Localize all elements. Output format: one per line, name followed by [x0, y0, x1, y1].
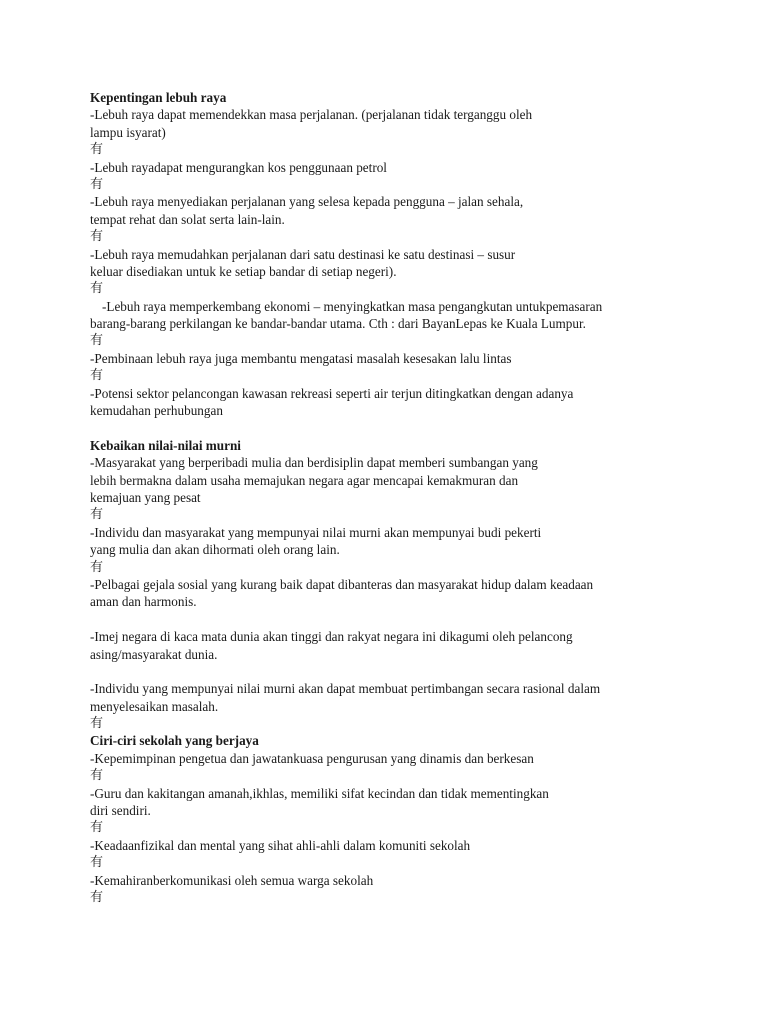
separator-mark: 有 — [90, 889, 104, 905]
section-heading-ciri-sekolah-berjaya: Ciri-ciri sekolah yang berjaya — [90, 733, 259, 749]
text-line: -Kemahiranberkomunikasi oleh semua warga sekolah — [90, 872, 374, 888]
separator-mark: 有 — [90, 559, 104, 575]
text-line: keluar disediakan untuk ke setiap bandar di setiap negeri). — [90, 263, 397, 279]
text-line: -Imej negara di kaca mata dunia akan tinggi dan rakyat negara ini dikagumi oleh pelancong — [90, 629, 573, 645]
text-line: -Lebuh raya menyediakan perjalanan yang selesa kepada pengguna – jalan sehala, — [90, 194, 524, 210]
text-line: menyelesaikan masalah. — [90, 698, 219, 714]
text-line: -Potensi sektor pelancongan kawasan rekreasi seperti air terjun ditingkatkan dengan adanya — [90, 385, 574, 401]
text-line: -Lebuh raya memudahkan perjalanan dari satu destinasi ke satu destinasi – susur — [90, 246, 516, 262]
separator-mark: 有 — [90, 229, 104, 245]
separator-mark: 有 — [90, 281, 104, 297]
section-heading-kebaikan-nilai-murni: Kebaikan nilai-nilai murni — [90, 437, 241, 453]
text-line: kemudahan perhubungan — [90, 403, 223, 419]
text-line: -Kepemimpinan pengetua dan jawatankuasa pengurusan yang dinamis dan berkesan — [90, 750, 534, 766]
text-line: lampu isyarat) — [90, 124, 166, 140]
blank-line — [90, 419, 700, 436]
text-line: -Pelbagai gejala sosial yang kurang baik dapat dibanteras dan masyarakat hidup dalam keadaan — [90, 576, 594, 592]
text-line: -Keadaanfizikal dan mental yang sihat ahli-ahli dalam komuniti sekolah — [90, 837, 471, 853]
separator-mark: 有 — [90, 855, 104, 871]
document-page — [90, 89, 700, 906]
text-line: diri sendiri. — [90, 803, 151, 819]
section-heading-kepentingan-lebuh-raya: Kepentingan lebuh raya — [90, 90, 227, 105]
text-line: aman dan harmonis. — [90, 594, 197, 610]
separator-mark: 有 — [90, 768, 104, 784]
separator-mark: 有 — [90, 142, 104, 158]
separator-mark: 有 — [90, 333, 104, 349]
text-line: kemajuan yang pesat — [90, 489, 201, 505]
text-line: barang-barang perkilangan ke bandar-bandar utama. Cth : dari BayanLepas ke Kuala Lumpur. — [90, 316, 586, 332]
separator-mark: 有 — [90, 820, 104, 836]
text-line: -Lebuh rayadapat mengurangkan kos penggunaan petrol — [90, 159, 387, 175]
separator-mark: 有 — [90, 176, 104, 192]
separator-mark: 有 — [90, 507, 104, 523]
text-line: tempat rehat dan solat serta lain-lain. — [90, 211, 285, 227]
text-line: -Lebuh raya dapat memendekkan masa perjalanan. (perjalanan tidak terganggu oleh — [90, 107, 533, 123]
separator-mark: 有 — [90, 368, 104, 384]
blank-line — [90, 663, 700, 680]
blank-line — [90, 611, 700, 628]
text-line: -Lebuh raya memperkembang ekonomi – menyingkatkan masa pengangkutan untukpemasaran — [102, 298, 603, 314]
text-line: -Individu yang mempunyai nilai murni akan dapat membuat pertimbangan secara rasional dalam — [90, 681, 601, 697]
text-line: yang mulia dan akan dihormati oleh orang lain. — [90, 542, 340, 558]
text-line: -Pembinaan lebuh raya juga membantu mengatasi masalah kesesakan lalu lintas — [90, 350, 512, 366]
separator-mark: 有 — [90, 716, 104, 732]
text-line: lebih bermakna dalam usaha memajukan negara agar mencapai kemakmuran dan — [90, 472, 519, 488]
text-line: -Individu dan masyarakat yang mempunyai nilai murni akan mempunyai budi pekerti — [90, 524, 542, 540]
text-line: -Masyarakat yang berperibadi mulia dan berdisiplin dapat memberi sumbangan yang — [90, 455, 538, 471]
text-line: asing/masyarakat dunia. — [90, 646, 218, 662]
text-line: -Guru dan kakitangan amanah,ikhlas, memiliki sifat kecindan dan tidak mementingkan — [90, 785, 549, 801]
